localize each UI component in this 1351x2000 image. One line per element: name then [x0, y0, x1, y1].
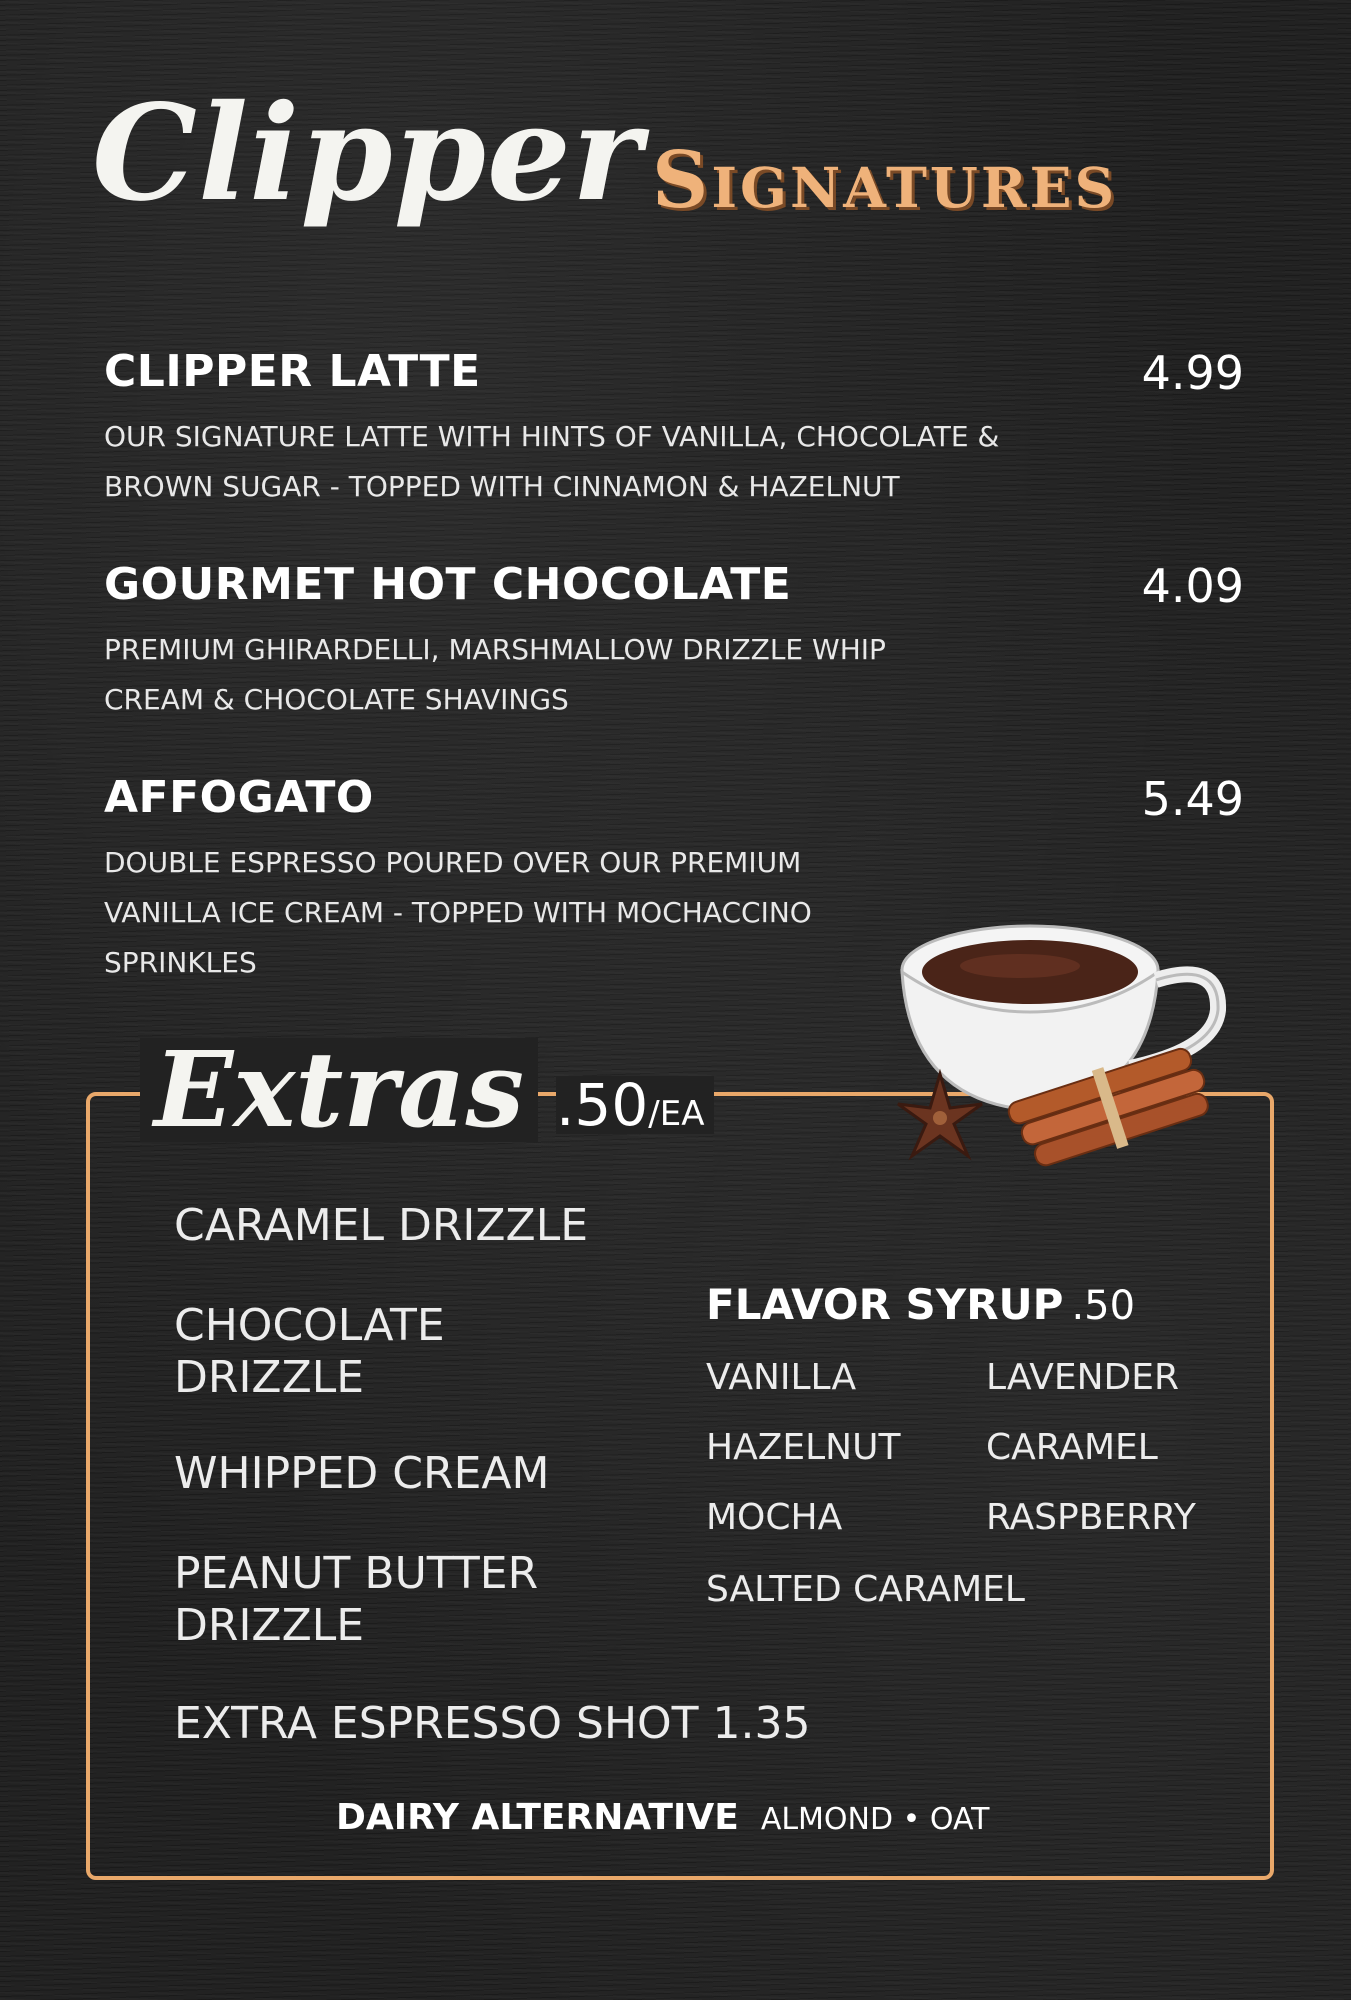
item-price: 4.09	[1141, 559, 1244, 613]
extras-price-unit: /EA	[648, 1094, 705, 1134]
extras-title: Extras	[140, 1038, 538, 1142]
flavor-syrup-price: .50	[1071, 1283, 1136, 1329]
item-description: OUR SIGNATURE LATTE WITH HINTS OF VANILLA, CHOCOLATE & BROWN SUGAR - TOPPED WITH CINNAMON & HAZELNUT	[104, 420, 1000, 503]
title-script: Clipper	[92, 76, 643, 231]
menu-item-gourmet-hot-chocolate	[104, 559, 1244, 725]
item-name: GOURMET HOT CHOCOLATE	[104, 559, 792, 610]
flavor-item: VANILLA	[706, 1357, 857, 1398]
flavor-item: MOCHA	[706, 1497, 843, 1538]
item-price: 5.49	[1141, 772, 1244, 826]
extras-price-value: .50	[556, 1071, 649, 1139]
title-signatures: Signatures	[652, 135, 1118, 226]
item-price: 4.99	[1141, 346, 1244, 400]
extra-item: WHIPPED CREAM	[174, 1448, 550, 1499]
item-description: DOUBLE ESPRESSO POURED OVER OUR PREMIUM VANILLA ICE CREAM - TOPPED WITH MOCHACCINO SPRINKLES	[104, 846, 812, 979]
flavor-item: HAZELNUT	[706, 1427, 901, 1468]
extras-price	[556, 1071, 714, 1139]
extra-item: EXTRA ESPRESSO SHOT 1.35	[174, 1698, 811, 1749]
extra-item: CHOCOLATE DRIZZLE	[174, 1300, 445, 1403]
flavor-item: CARAMEL	[986, 1427, 1158, 1468]
extra-item: CARAMEL DRIZZLE	[174, 1200, 589, 1251]
flavor-item: SALTED CARAMEL	[706, 1569, 1025, 1610]
item-description: PREMIUM GHIRARDELLI, MARSHMALLOW DRIZZLE WHIP CREAM & CHOCOLATE SHAVINGS	[104, 633, 886, 716]
dairy-options: ALMOND • OAT	[760, 1802, 990, 1837]
flavor-item: RASPBERRY	[986, 1497, 1196, 1538]
item-name: CLIPPER LATTE	[104, 346, 481, 397]
dairy-alternative	[336, 1797, 990, 1838]
coffee-cup-icon	[870, 900, 1230, 1200]
item-name: AFFOGATO	[104, 772, 374, 823]
extra-item: PEANUT BUTTER DRIZZLE	[174, 1548, 539, 1651]
flavor-item: LAVENDER	[986, 1357, 1179, 1398]
menu-item-clipper-latte	[104, 346, 1244, 512]
dairy-label: DAIRY ALTERNATIVE	[336, 1797, 739, 1838]
flavor-syrup-heading	[706, 1280, 1136, 1329]
flavor-syrup-label: FLAVOR SYRUP	[706, 1280, 1064, 1329]
